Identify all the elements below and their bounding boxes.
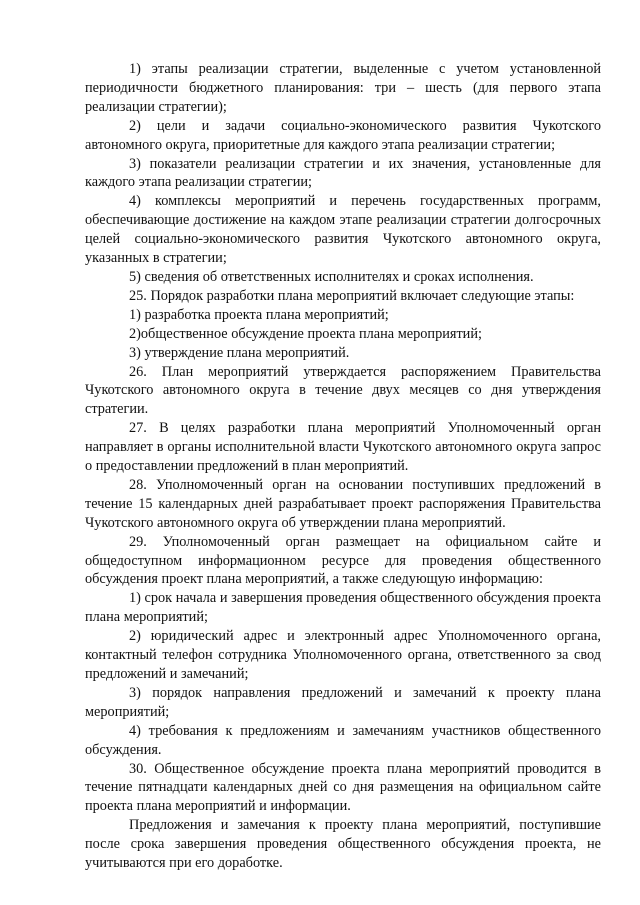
document-body <box>85 60 601 873</box>
paragraph-activity-complexes: 4) комплексы мероприятий и перечень государственных программ, обеспечивающие достижение на каждом этапе реализации стратегии долгосрочных целей социально-экономического развития Чукотского автономного округа, указанных в стратегии; <box>85 193 601 267</box>
paragraph-stage-public-discussion: 2)общественное обсуждение проекта плана мероприятий; <box>129 325 482 342</box>
paragraph-contact-details: 2) юридический адрес и электронный адрес Уполномоченного органа, контактный телефон сотрудника Уполномоченного органа, ответственного за свод предложений и замечаний; <box>85 628 601 682</box>
paragraph-section-25: 25. Порядок разработки плана мероприятий включает следующие этапы: <box>129 287 575 304</box>
paragraph-submission-procedure: 3) порядок направления предложений и замечаний к проекту плана мероприятий; <box>85 684 601 720</box>
paragraph-indicators: 3) показатели реализации стратегии и их значения, установленные для каждого этапа реализации стратегии; <box>85 155 601 191</box>
paragraph-section-30: 30. Общественное обсуждение проекта плана мероприятий проводится в течение пятнадцати календарных дней со дня размещения на официальном сайте проекта плана мероприятий и информации. <box>85 760 601 815</box>
paragraph-stage-approval: 3) утверждение плана мероприятий. <box>129 344 350 361</box>
paragraph-section-27: 27. В целях разработки плана мероприятий Уполномоченный орган направляет в органы исполнительной власти Чукотского автономного округа запрос о предоставлении предложений в план мероприятий. <box>85 420 601 475</box>
paragraph-requirements: 4) требования к предложениям и замечаниям участников общественного обсуждения. <box>85 722 601 758</box>
paragraph-stage-periods: 1) этапы реализации стратегии, выделенные с учетом установленной периодичности бюджетного планирования: три – шесть (для первого этапа реализации стратегии); <box>85 61 601 115</box>
paragraph-discussion-dates: 1) срок начала и завершения проведения общественного обсуждения проекта плана мероприятий; <box>85 590 601 626</box>
paragraph-section-28: 28. Уполномоченный орган на основании поступивших предложений в течение 15 календарных дней разрабатывает проект распоряжения Правительства Чукотского автономного округа об утверждении плана мероприятий. <box>85 476 601 531</box>
paragraph-responsible-executors: 5) сведения об ответственных исполнителях и сроках исполнения. <box>129 268 534 285</box>
paragraph-section-26: 26. План мероприятий утверждается распоряжением Правительства Чукотского автономного округа в течение двух месяцев со дня утверждения стратегии. <box>85 363 601 418</box>
paragraph-stage-drafting: 1) разработка проекта плана мероприятий; <box>129 306 389 323</box>
paragraph-late-proposals: Предложения и замечания к проекту плана мероприятий, поступившие после срока завершения проведения общественного обсуждения проекта, не учитываются при его доработке. <box>85 817 601 872</box>
paragraph-section-29: 29. Уполномоченный орган размещает на официальном сайте и общедоступном информационном ресурсе для проведения общественного обсуждения проект плана мероприятий, а также следующую информацию: <box>85 533 601 588</box>
paragraph-goals-tasks: 2) цели и задачи социально-экономического развития Чукотского автономного округа, приоритетные для каждого этапа реализации стратегии; <box>85 117 601 153</box>
